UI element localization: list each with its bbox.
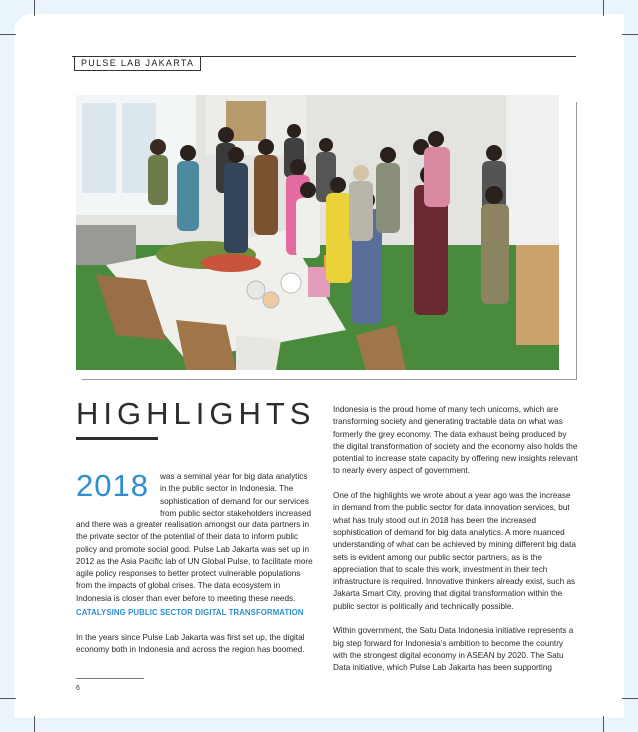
- crop-mark: [603, 716, 604, 732]
- crop-mark: [34, 716, 35, 732]
- page-margin-right: [624, 0, 638, 732]
- crop-mark: [0, 698, 16, 699]
- right-column: [333, 404, 578, 687]
- year-dropcap: 2018: [76, 468, 149, 503]
- page-margin-bottom: [0, 718, 638, 732]
- crop-mark: [34, 0, 35, 16]
- crop-mark: [0, 34, 16, 35]
- team-photo-illustration: [76, 95, 559, 370]
- section-heading: HIGHLIGHTS: [76, 396, 316, 431]
- paragraph-right-3: Within government, the Satu Data Indonesia initiative represents a big step forward for Indonesia's ambition to become the country with the strongest digital economy in ASEAN by 2020. The Satu Data initiative, which Pulse Lab Jakarta has been supporting: [333, 626, 574, 673]
- paragraph-right-2: One of the highlights we wrote about a year ago was the increase in demand from the public sector for data innovation services, but what has truly stood out in 2018 has been the increased sophistication of demand for big data analytics. A more nuanced understanding of what can be achieved by mining different big data sets is evident among our public sector partners, as is the appreciation that to scale this work, investment in their tech infrastructure is required. Innovative thinkers already exist, such as Jakarta Smart City, proving that digital transformation within the public sector is politically and technically possible.: [333, 491, 576, 611]
- footer-rule: [76, 678, 144, 679]
- team-photo: [76, 95, 559, 370]
- paragraph-right-1: Indonesia is the proud home of many tech unicorns, which are transforming society and generating tractable data on what was formerly the grey economy. The data exhaust being produced by the digital transformation of society and the economy also holds the potential to increase state capacity by offering new insights relevant to nearly every aspect of government.: [333, 405, 578, 476]
- crop-mark: [603, 0, 604, 16]
- header-brand: PULSE LAB JAKARTA: [74, 56, 201, 71]
- page-number: 6: [76, 685, 80, 692]
- heading-underline: [76, 437, 158, 440]
- intro-text-continued: and there was a greater realisation amongst our data partners in the private sector of the potential of their data to inform public policy and promote social good. Pulse Lab Jakarta was set up in 2012 as the Asia Pacific lab of UN Global Pulse, to facilitate more agile policy responses to better protect vulnerable populations from the impacts of global crises. The data ecosystem in Indonesia is closer than ever before to meeting these needs.: [76, 520, 313, 603]
- intro-text-beside-year: was a seminal year for big data analytics in the public sector in Indonesia. The sophistication of demand for our services from public sector stakeholders increased: [160, 472, 312, 518]
- crop-mark: [622, 698, 638, 699]
- crop-mark: [622, 34, 638, 35]
- subheading: CATALYSING PUBLIC SECTOR DIGITAL TRANSFORMATION: [76, 608, 304, 617]
- paragraph-left: In the years since Pulse Lab Jakarta was first set up, the digital economy both in Indonesia and across the region has boomed.: [76, 633, 305, 655]
